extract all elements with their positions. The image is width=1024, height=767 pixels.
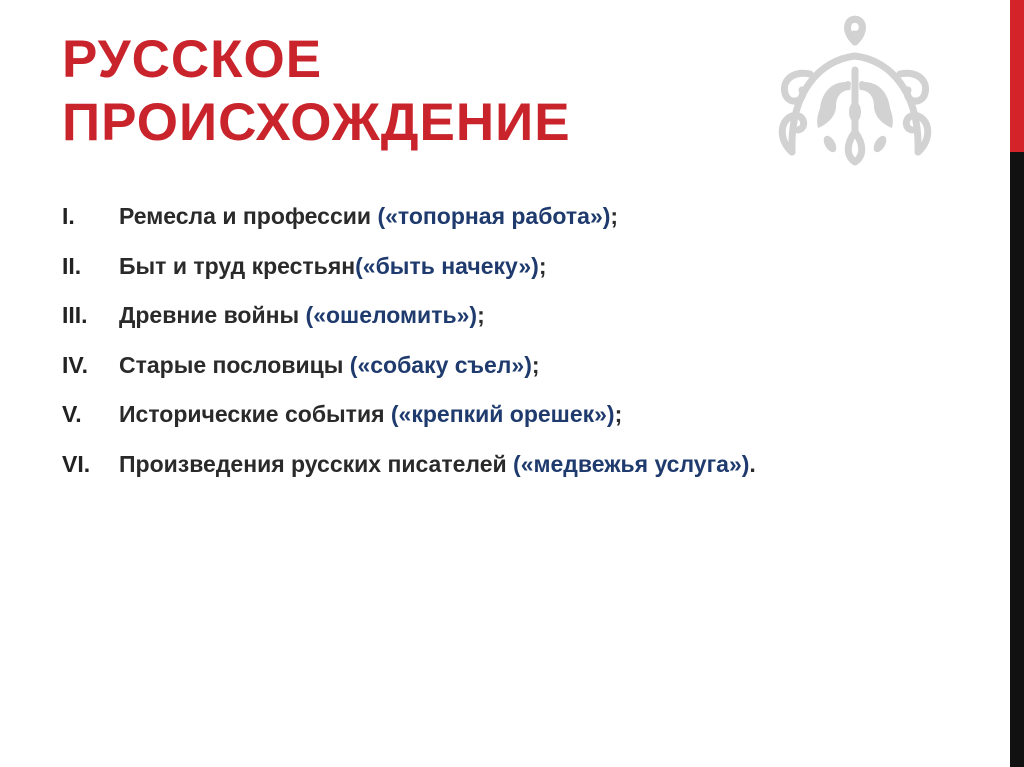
list-tail: ; [477, 302, 485, 328]
list-quote: («топорная работа») [377, 203, 611, 229]
title-line-2: ПРОИСХОЖДЕНИЕ [62, 93, 571, 152]
accent-band-top [1010, 0, 1024, 152]
accent-band-bottom [1010, 152, 1024, 767]
list-tail: ; [614, 401, 623, 427]
list-tail: . [749, 450, 756, 477]
list-item [62, 198, 802, 234]
list-tail: ; [531, 351, 540, 378]
list-numeral: VI. [62, 450, 91, 477]
title-line-1: РУССКОЕ [62, 30, 323, 89]
folk-ornament-birds-icon [770, 12, 940, 177]
list-quote: («быть начеку») [355, 252, 539, 279]
slide-title [62, 28, 742, 154]
list-quote: («собаку съел») [349, 351, 532, 378]
list-quote: («ошеломить») [305, 302, 478, 328]
list-quote: («медвежья услуга») [513, 450, 750, 477]
list-numeral: I. [62, 203, 75, 229]
list-text: Исторические события [119, 401, 391, 427]
list-text: Быт и труд крестьян [119, 252, 356, 279]
list-text: Ремесла и профессии [119, 203, 378, 229]
list-quote: («крепкий орешек») [390, 401, 615, 427]
list-item [62, 446, 802, 482]
list-text: Старые пословицы [119, 351, 350, 378]
list-item [62, 297, 802, 333]
origin-list [62, 198, 802, 495]
list-item [62, 347, 802, 383]
list-item [62, 396, 802, 432]
list-tail: ; [538, 252, 547, 279]
list-numeral: III. [62, 302, 88, 328]
list-text: Древние войны [119, 302, 306, 328]
list-item [62, 248, 802, 284]
list-text: Произведения русских писателей [119, 450, 514, 477]
list-tail: ; [610, 203, 619, 229]
list-numeral: IV. [62, 351, 89, 378]
list-numeral: II. [62, 252, 82, 279]
list-numeral: V. [62, 401, 82, 427]
